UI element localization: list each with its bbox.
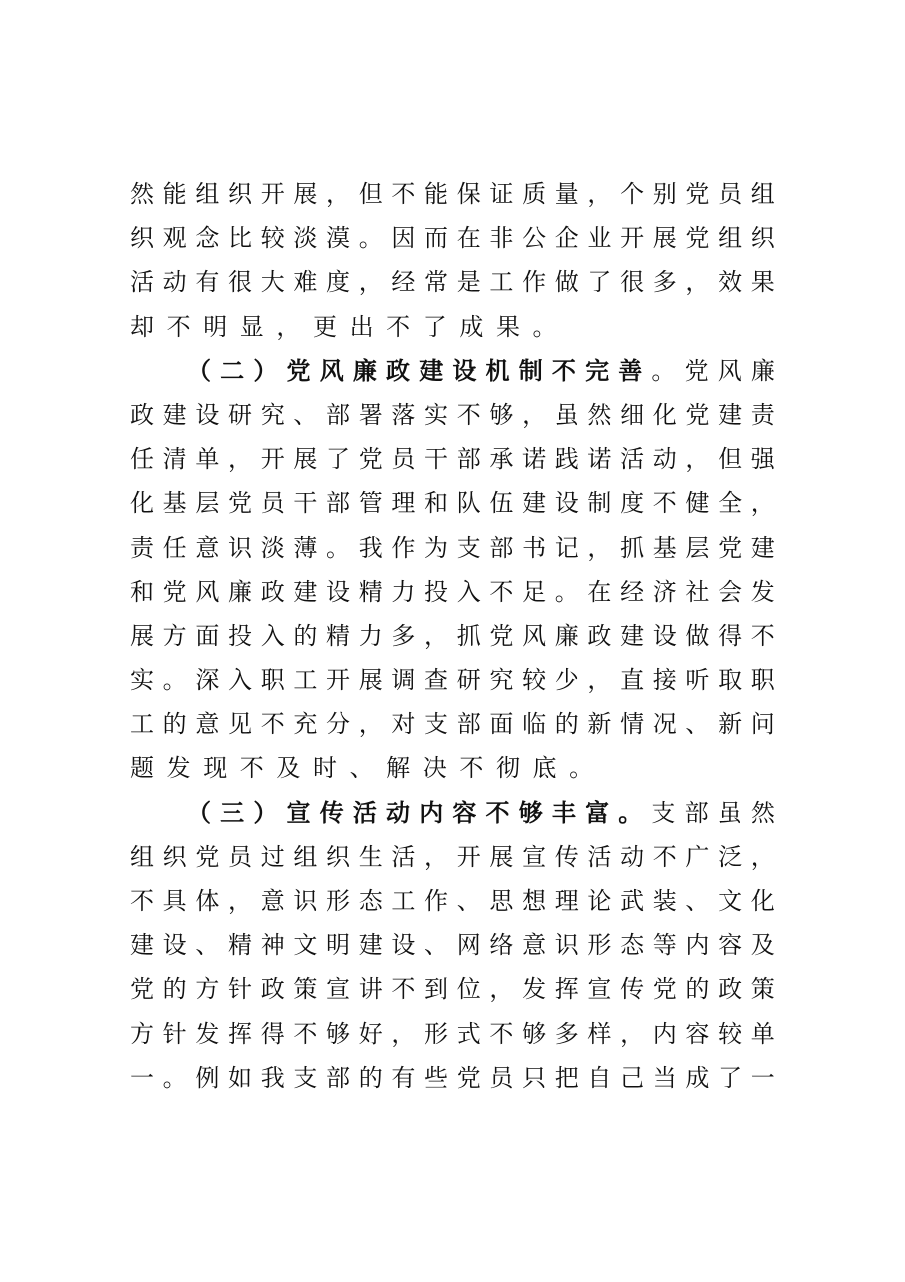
- text-line: 展 方 面 投 入 的 精 力 多 ， 抓 党 风 廉 政 建 设 做 得 不: [130, 621, 775, 650]
- text-line: 不 具 体 ， 意 识 形 态 工 作 、 思 想 理 论 武 装 、 文 化: [130, 887, 775, 915]
- text-line: 织 观 念 比 较 淡 漠 。 因 而 在 非 公 企 业 开 展 党 组 织: [130, 224, 775, 253]
- text-line: 政 建 设 研 究 、 部 署 落 实 不 够 ， 虽 然 细 化 党 建 责: [130, 400, 775, 429]
- text-line: 任 清 单 ， 开 展 了 党 员 干 部 承 诺 践 诺 活 动 ， 但 强: [130, 445, 775, 474]
- text-line: 化 基 层 党 员 干 部 管 理 和 队 伍 建 设 制 度 不 健 全 ，: [130, 489, 775, 518]
- text-line: （ 三 ） 宣 传 活 动 内 容 不 够 丰 富 。 支 部 虽 然: [187, 797, 775, 827]
- text-line: 一 。 例 如 我 支 部 的 有 些 党 员 只 把 自 己 当 成 了 一: [130, 1063, 775, 1092]
- text-line: 责 任 意 识 淡 薄 。 我 作 为 支 部 书 记 ， 抓 基 层 党 建: [130, 533, 775, 562]
- text-line: 却 不 明 显 ， 更 出 不 了 成 果 。: [130, 312, 557, 341]
- text-line: 题 发 现 不 及 时 、 解 决 不 彻 底 。: [130, 754, 594, 783]
- text-line: 方 针 发 挥 得 不 够 好 ， 形 式 不 够 多 样 ， 内 容 较 单: [130, 1019, 775, 1048]
- text-line: 工 的 意 见 不 充 分 ， 对 支 部 面 临 的 新 情 况 、 新 问: [130, 710, 775, 739]
- body-text: [130, 172, 775, 1100]
- text-line: 建 设 、 精 神 文 明 建 设 、 网 络 意 识 形 态 等 内 容 及: [130, 931, 775, 960]
- text-line: 组 织 党 员 过 组 织 生 活 ， 开 展 宣 传 活 动 不 广 泛 ，: [130, 842, 775, 871]
- text-line: 党 的 方 针 政 策 宣 讲 不 到 位 ， 发 挥 宣 传 党 的 政 策: [130, 975, 775, 1004]
- text-line: 然 能 组 织 开 展 ， 但 不 能 保 证 质 量 ， 个 别 党 员 组: [130, 180, 775, 208]
- text-line: （ 二 ） 党 风 廉 政 建 设 机 制 不 完 善 。 党 风 廉: [187, 355, 775, 385]
- text-line: 和 党 风 廉 政 建 设 精 力 投 入 不 足 。 在 经 济 社 会 发: [130, 577, 775, 606]
- text-line: 活 动 有 很 大 难 度 ， 经 常 是 工 作 做 了 很 多 ， 效 果: [130, 268, 775, 297]
- text-line: 实 。 深 入 职 工 开 展 调 查 研 究 较 少 ， 直 接 听 取 职: [130, 666, 775, 695]
